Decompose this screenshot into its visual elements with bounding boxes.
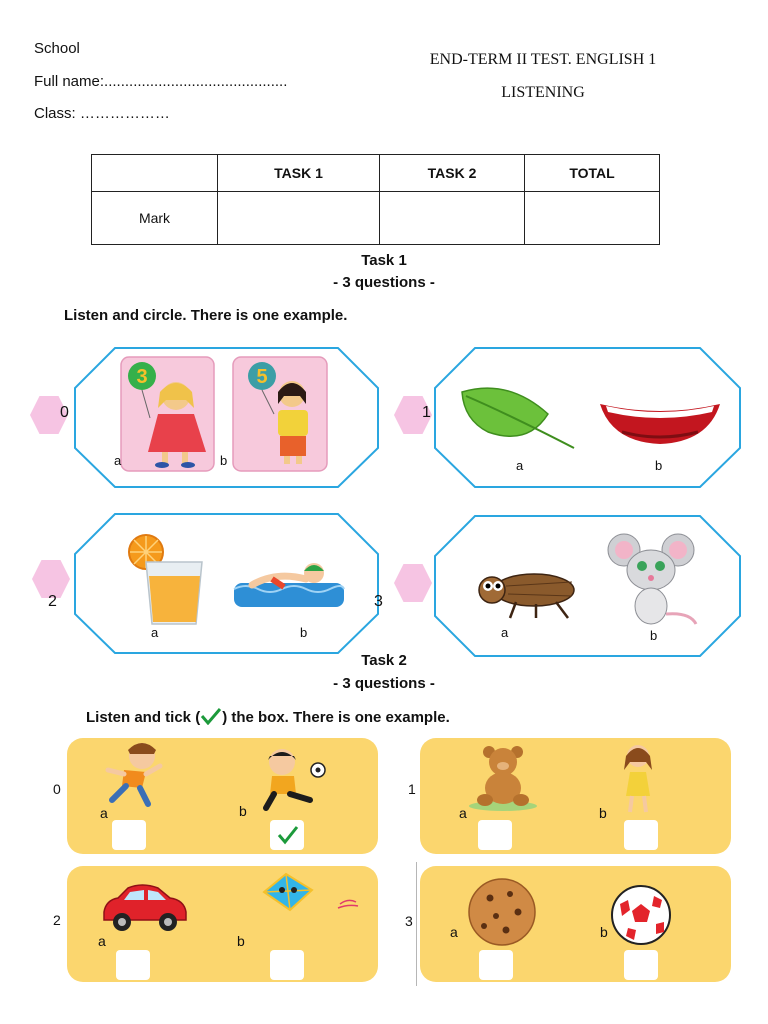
item-0-label-b: b (220, 453, 228, 468)
teddy-bear-icon[interactable] (465, 744, 541, 812)
swimmer-icon[interactable] (232, 557, 346, 609)
task2-item-1-label-b: b (599, 805, 607, 821)
marks-header-task1: TASK 1 (218, 155, 380, 192)
item-0-label-a: a (114, 453, 122, 468)
task2-item-2-label-b: b (237, 933, 245, 949)
task2-item-3-label-a: a (450, 924, 458, 940)
item-1-number: 1 (422, 404, 431, 421)
full-name-label: Full name:............................................ (34, 73, 288, 90)
kite-icon[interactable] (256, 870, 362, 918)
item-1-label-b: b (655, 458, 663, 473)
class-label: Class: ……………… (34, 105, 170, 122)
item-3-number: 3 (374, 593, 383, 610)
task2-item-0-box-b[interactable] (270, 820, 304, 850)
task2-divider (416, 862, 417, 986)
test-title: END-TERM II TEST. ENGLISH 1 (429, 51, 657, 68)
task2-item-3-label-b: b (600, 924, 608, 940)
cricket-icon[interactable] (476, 564, 580, 620)
item-0-number: 0 (60, 404, 69, 421)
check-icon (200, 707, 222, 725)
mouth-icon[interactable] (598, 398, 722, 446)
task2-item-2-label-a: a (98, 933, 106, 949)
item-2-number: 2 (48, 593, 57, 610)
task1-title: Task 1 (361, 252, 407, 269)
balloon-5-text: 5 (256, 366, 268, 388)
orange-juice-icon[interactable] (124, 534, 210, 626)
item-1-label-a: a (516, 458, 524, 473)
leaf-icon[interactable] (458, 384, 578, 452)
item-3-label-b: b (650, 628, 658, 643)
task2-item-0-label-a: a (100, 805, 108, 821)
task2-item-3-box-b[interactable] (624, 950, 658, 980)
item-2-label-a: a (151, 625, 159, 640)
task2-item-1-number: 1 (408, 781, 416, 797)
task2-instruction-pre: Listen and tick ( (86, 709, 201, 726)
girl-balloon-3-icon[interactable] (120, 356, 215, 472)
task2-item-1-label-a: a (459, 805, 467, 821)
task2-item-1-box-b[interactable] (624, 820, 658, 850)
marks-header-blank (92, 155, 218, 192)
task2-subtitle: - 3 questions - (333, 675, 435, 692)
school-label: School (34, 40, 80, 57)
mark-cell-total[interactable] (525, 192, 660, 245)
task2-instruction (86, 707, 450, 726)
task2-item-3-number: 3 (405, 913, 413, 929)
cookie-icon[interactable] (466, 876, 538, 948)
football-icon[interactable] (610, 884, 672, 946)
mark-cell-task1[interactable] (218, 192, 380, 245)
test-subtitle: LISTENING (501, 84, 585, 101)
task2-item-2-number: 2 (53, 912, 61, 928)
boy-running-icon[interactable] (98, 740, 166, 808)
marks-header-task2: TASK 2 (380, 155, 525, 192)
task1-instruction: Listen and circle. There is one example. (64, 307, 348, 324)
marks-table (91, 154, 660, 245)
balloon-3-text: 3 (136, 366, 148, 388)
item-2-label-b: b (300, 625, 308, 640)
marks-header-total: TOTAL (525, 155, 660, 192)
task2-item-2-box-a[interactable] (116, 950, 150, 980)
check-icon (270, 820, 304, 850)
task2-item-0-label-b: b (239, 803, 247, 819)
task2-item-1-box-a[interactable] (478, 820, 512, 850)
task2-instruction-post: ) the box. There is one example. (222, 709, 450, 726)
item-3-label-a: a (501, 625, 509, 640)
boy-kicking-ball-icon[interactable] (256, 744, 330, 812)
marks-row-label: Mark (92, 192, 218, 245)
mouse-icon[interactable] (604, 528, 702, 630)
task2-item-3-box-a[interactable] (479, 950, 513, 980)
task2-title: Task 2 (361, 652, 407, 669)
task2-item-0-number: 0 (53, 781, 61, 797)
task2-item-0-box-a[interactable] (112, 820, 146, 850)
task2-item-2-box-b[interactable] (270, 950, 304, 980)
car-icon[interactable] (98, 882, 188, 934)
girl-balloon-5-icon[interactable] (232, 356, 328, 472)
task1-subtitle: - 3 questions - (333, 274, 435, 291)
mark-cell-task2[interactable] (380, 192, 525, 245)
girl-icon[interactable] (616, 742, 662, 814)
